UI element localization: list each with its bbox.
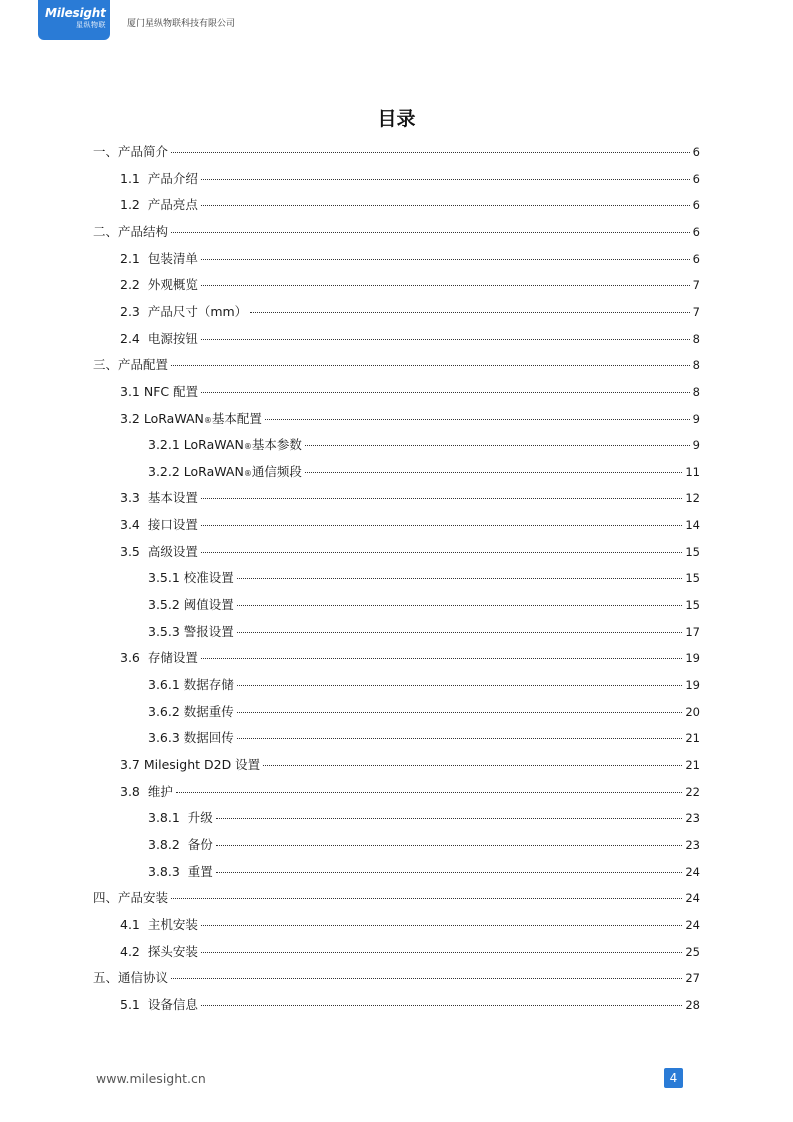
toc-page-number: 7: [692, 278, 700, 293]
toc-entry-label: 3.1 NFC 配置: [120, 383, 199, 399]
toc-leader-dots: [176, 792, 683, 793]
toc-entry[interactable]: [148, 675, 700, 695]
toc-entry-label: 3.3 基本设置: [120, 490, 198, 506]
toc-entry-label: 3.6.2 数据重传: [148, 703, 234, 719]
toc-leader-dots: [237, 578, 683, 579]
toc-leader-dots: [216, 845, 683, 846]
toc-entry[interactable]: [148, 808, 700, 828]
toc-entry[interactable]: [120, 515, 700, 535]
toc-entry-label: 1.1 产品介绍: [120, 170, 198, 186]
registered-mark: ®: [203, 415, 212, 425]
toc-entry-label: 五、通信协议: [93, 970, 169, 986]
toc-leader-dots: [201, 1005, 683, 1006]
toc-entry-label: 3.2 LoRaWAN: [120, 410, 204, 426]
toc-leader-dots: [171, 978, 682, 979]
toc-leader-dots: [201, 339, 690, 340]
toc-entry[interactable]: [120, 329, 700, 349]
toc-entry-label: 3.5.3 警报设置: [148, 623, 234, 639]
toc-leader-dots: [237, 738, 683, 739]
toc-entry-label: 3.2.1 LoRaWAN: [148, 437, 244, 453]
toc-leader-dots: [237, 605, 683, 606]
toc-leader-dots: [201, 392, 690, 393]
toc-entry-label: 3.6 存储设置: [120, 650, 198, 666]
toc-leader-dots: [263, 765, 682, 766]
toc-page-number: 9: [692, 411, 700, 426]
toc-page-number: 20: [685, 704, 700, 719]
toc-entry-label: 一、产品简介: [93, 144, 169, 159]
toc-leader-dots: [171, 898, 682, 899]
toc-entry[interactable]: [120, 942, 700, 962]
toc-entry-label: 二、产品结构: [93, 223, 169, 239]
toc-entry[interactable]: [93, 142, 700, 162]
toc-entry[interactable]: [93, 355, 700, 375]
toc-leader-dots: [237, 685, 683, 686]
toc-entry-label: 三、产品配置: [93, 357, 169, 373]
toc-leader-dots: [201, 205, 690, 206]
toc-page-number: 7: [692, 304, 700, 319]
toc-page-number: 21: [685, 731, 700, 746]
toc-page-number: 27: [685, 971, 700, 986]
logo-text: Milesight: [45, 6, 106, 20]
toc-entry[interactable]: [120, 409, 700, 429]
toc-leader-dots: [201, 285, 690, 286]
toc-page-number: 9: [692, 438, 700, 453]
toc-entry-label: 3.8.3 重置: [148, 863, 213, 879]
toc-leader-dots: [250, 312, 689, 313]
toc-leader-dots: [201, 925, 683, 926]
toc-leader-dots: [216, 818, 683, 819]
toc-entry[interactable]: [148, 862, 700, 882]
toc-page-number: 22: [685, 784, 700, 799]
toc-entry-label: 2.4 电源按钮: [120, 330, 198, 346]
toc-leader-dots: [237, 632, 683, 633]
toc-leader-dots: [201, 259, 690, 260]
toc-entry[interactable]: [120, 915, 700, 935]
toc-entry-label: 5.1 设备信息: [120, 996, 198, 1012]
toc-entry-label: 3.6.1 数据存储: [148, 677, 234, 692]
toc-entry[interactable]: [148, 462, 700, 482]
toc-entry-label: 3.5.2 阈值设置: [148, 597, 234, 613]
logo-subtext: 星纵物联: [76, 21, 106, 29]
toc-leader-dots: [201, 525, 683, 526]
registered-mark: ®: [243, 468, 252, 478]
toc-entry[interactable]: [148, 622, 700, 642]
toc-entry[interactable]: [93, 222, 700, 242]
toc-entry-label-suffix: 基本参数: [251, 437, 302, 453]
toc-entry[interactable]: [93, 888, 700, 908]
toc-page-number: 14: [685, 518, 700, 533]
toc-entry-label: 3.6.3 数据回传: [148, 730, 234, 746]
toc-page-number: 6: [692, 145, 700, 159]
toc-leader-dots: [305, 445, 690, 446]
toc-entry-label: 3.8.2 备份: [148, 836, 213, 852]
toc-page-number: 24: [685, 917, 700, 932]
toc-page-number: 21: [685, 757, 700, 772]
toc-leader-dots: [201, 552, 683, 553]
toc-entry[interactable]: [148, 702, 700, 722]
toc-leader-dots: [216, 872, 683, 873]
toc-entry[interactable]: [93, 968, 700, 988]
toc-page-number: 15: [685, 544, 700, 559]
toc-entry[interactable]: [120, 195, 700, 215]
toc-entry-label: 3.7 Milesight D2D 设置: [120, 756, 261, 772]
toc-page-number: 6: [692, 251, 700, 266]
toc-page-number: 8: [692, 384, 700, 399]
toc-entry[interactable]: [120, 302, 700, 322]
toc-entry[interactable]: [120, 382, 700, 402]
toc-leader-dots: [171, 152, 690, 153]
toc-entry[interactable]: [120, 995, 700, 1015]
registered-mark: ®: [243, 442, 252, 452]
toc-page-number: 19: [685, 678, 700, 692]
toc-page-number: 19: [685, 651, 700, 666]
toc-page-number: 15: [685, 598, 700, 613]
toc-page-number: 6: [692, 171, 700, 186]
brand-logo: [38, 0, 110, 40]
toc-leader-dots: [201, 658, 683, 659]
toc-entry-label-suffix: 通信频段: [251, 463, 302, 479]
toc-entry[interactable]: [148, 595, 700, 615]
toc-page-number: 17: [685, 624, 700, 639]
toc-entry-label: 4.2 探头安装: [120, 943, 198, 959]
toc-leader-dots: [201, 179, 690, 180]
toc-entry-label-suffix: 基本配置: [211, 410, 262, 426]
toc-page-number: 23: [685, 837, 700, 852]
toc-leader-dots: [305, 472, 683, 473]
toc-entry-label: 3.4 接口设置: [120, 517, 198, 533]
toc-page-number: 8: [692, 358, 700, 373]
toc-leader-dots: [237, 712, 683, 713]
footer-website[interactable]: www.milesight.cn: [96, 1071, 206, 1086]
toc-entry[interactable]: [120, 275, 700, 295]
toc-page-number: 25: [685, 944, 700, 959]
toc-entry-label: 2.1 包装清单: [120, 250, 198, 266]
toc-entry[interactable]: [148, 568, 700, 588]
toc-entry[interactable]: [120, 755, 700, 775]
toc-leader-dots: [171, 365, 690, 366]
toc-page-number: 12: [685, 491, 700, 506]
toc-entry-label: 2.2 外观概览: [120, 277, 198, 293]
toc-page-number: 6: [692, 198, 700, 213]
toc-entry[interactable]: [120, 249, 700, 269]
toc-entry-label: 2.3 产品尺寸（mm）: [120, 303, 248, 319]
page-title: 目录: [377, 108, 416, 130]
toc-page-number: 6: [692, 224, 700, 239]
toc-entry[interactable]: [120, 169, 700, 189]
toc-entry[interactable]: [120, 648, 700, 668]
toc-entry[interactable]: [120, 542, 700, 562]
company-name: 厦门星纵物联科技有限公司: [127, 19, 236, 29]
toc-entry-label: 3.2.2 LoRaWAN: [148, 463, 244, 479]
toc-page-number: 24: [685, 891, 700, 906]
toc-page-number: 8: [692, 331, 700, 346]
toc-entry[interactable]: [148, 835, 700, 855]
toc-entry[interactable]: [120, 782, 700, 802]
toc-leader-dots: [171, 232, 690, 233]
toc-page-number: 23: [685, 811, 700, 826]
toc-leader-dots: [201, 498, 683, 499]
toc-leader-dots: [201, 952, 683, 953]
page-number-badge: 4: [664, 1068, 683, 1088]
toc-entry-label: 3.5.1 校准设置: [148, 570, 234, 586]
toc-entry-label: 3.8 维护: [120, 783, 173, 799]
toc-page-number: 28: [685, 997, 700, 1012]
toc-entry-label: 4.1 主机安装: [120, 916, 198, 932]
toc-entry[interactable]: [120, 488, 700, 508]
toc-entry-label: 3.8.1 升级: [148, 810, 213, 826]
toc-page-number: 15: [685, 571, 700, 586]
toc-entry-label: 四、产品安装: [93, 890, 169, 906]
toc-entry-label: 3.5 高级设置: [120, 543, 198, 559]
toc-page-number: 11: [685, 464, 700, 479]
toc-entry[interactable]: [148, 435, 700, 455]
toc-page-number: 24: [685, 864, 700, 879]
toc-entry[interactable]: [148, 728, 700, 748]
toc-entry-label: 1.2 产品亮点: [120, 197, 198, 213]
toc-leader-dots: [265, 419, 690, 420]
